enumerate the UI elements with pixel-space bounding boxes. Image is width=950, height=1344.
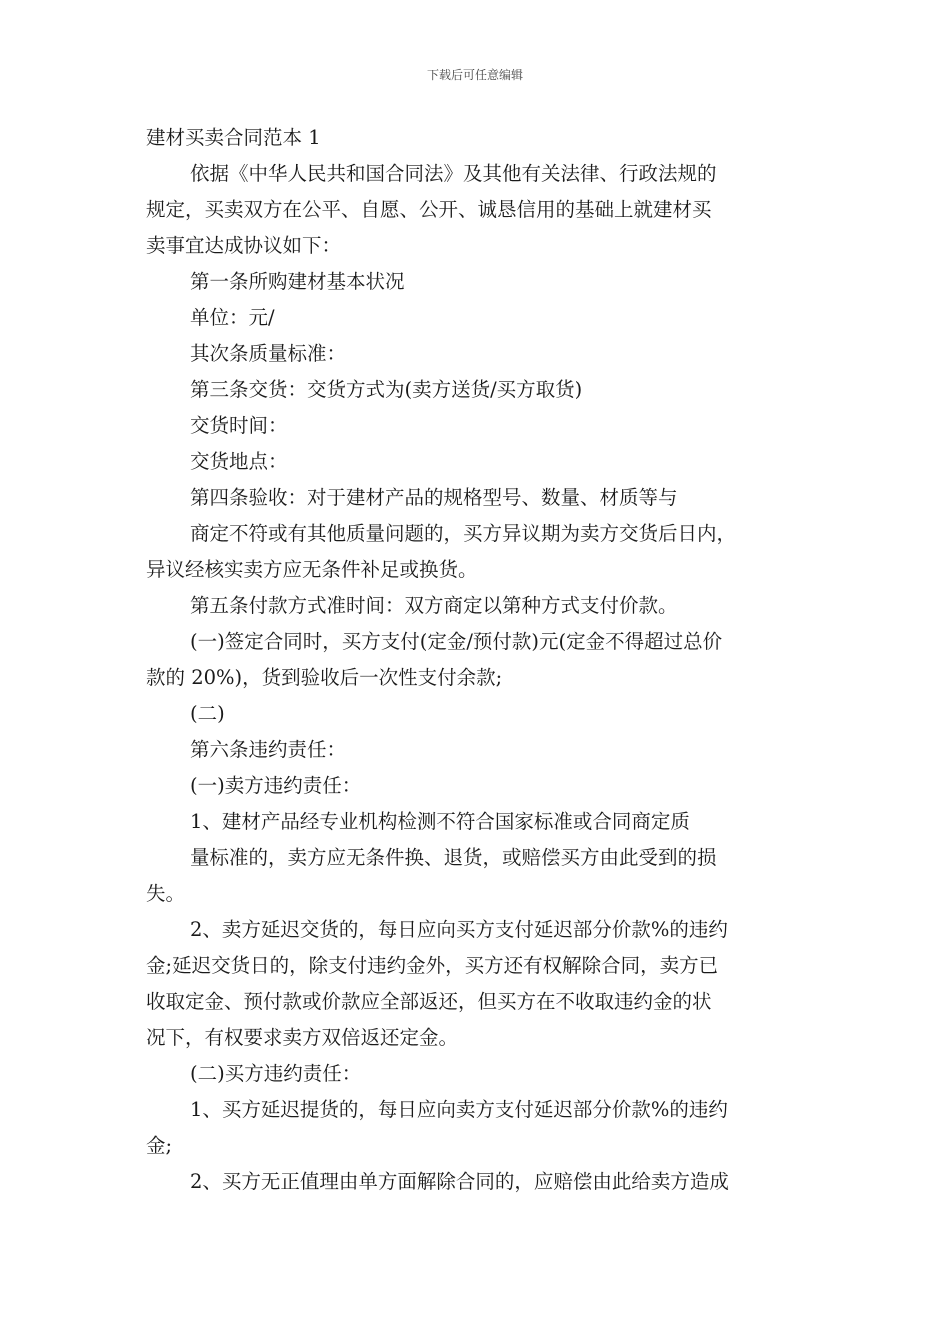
text-line: (二) <box>190 702 225 725</box>
text-line: 异议经核实卖方应无条件补足或换货。 <box>146 558 478 581</box>
text-line: 金; <box>146 1134 173 1157</box>
text-line: 2、卖方延迟交货的，每日应向买方支付延迟部分价款%的违约 <box>190 918 728 941</box>
text-line: 1、买方延迟提货的，每日应向卖方支付延迟部分价款%的违约 <box>190 1098 728 1121</box>
text-line: 金;延迟交货日的，除支付违约金外，买方还有权解除合同，卖方已 <box>146 954 719 977</box>
text-line: 量标准的，卖方应无条件换、退货，或赔偿买方由此受到的损 <box>190 846 717 869</box>
text-line: 第一条所购建材基本状况 <box>190 270 405 293</box>
text-line: 单位：元/ <box>190 306 275 329</box>
text-line: 依据《中华人民共和国合同法》及其他有关法律、行政法规的 <box>190 162 717 185</box>
text-line: 款的 20%)，货到验收后一次性支付余款; <box>146 666 503 689</box>
text-line: 交货地点： <box>190 450 288 473</box>
text-line: 卖事宜达成协议如下： <box>146 234 342 257</box>
text-line: (一)卖方违约责任： <box>190 774 362 797</box>
text-line: 收取定金、预付款或价款应全部返还，但买方在不收取违约金的状 <box>146 990 712 1013</box>
page-header-note: 下载后可任意编辑 <box>426 68 523 82</box>
text-line: 第四条验收：对于建材产品的规格型号、数量、材质等与 <box>190 486 678 509</box>
text-line: 2、买方无正值理由单方面解除合同的，应赔偿由此给卖方造成 <box>190 1170 729 1193</box>
text-line: 1、建材产品经专业机构检测不符合国家标准或合同商定质 <box>190 810 690 833</box>
text-line: 第六条违约责任： <box>190 738 347 761</box>
document-title: 建材买卖合同范本 1 <box>146 126 321 149</box>
text-line: (一)签定合同时，买方支付(定金/预付款)元(定金不得超过总价 <box>190 630 723 653</box>
text-line: 第三条交货：交货方式为(卖方送货/买方取货) <box>190 378 583 401</box>
text-line: (二)买方违约责任： <box>190 1062 362 1085</box>
text-line: 况下，有权要求卖方双倍返还定金。 <box>146 1026 459 1049</box>
text-line: 商定不符或有其他质量问题的，买方异议期为卖方交货后日内， <box>190 522 737 545</box>
text-line: 规定，买卖双方在公平、自愿、公开、诚恳信用的基础上就建材买 <box>146 198 712 221</box>
text-line: 失。 <box>146 882 186 905</box>
text-line: 交货时间： <box>190 414 288 437</box>
text-line: 第五条付款方式准时间：双方商定以第种方式支付价款。 <box>190 594 678 617</box>
text-line: 其次条质量标准： <box>190 342 347 365</box>
document-body <box>146 120 811 1200</box>
